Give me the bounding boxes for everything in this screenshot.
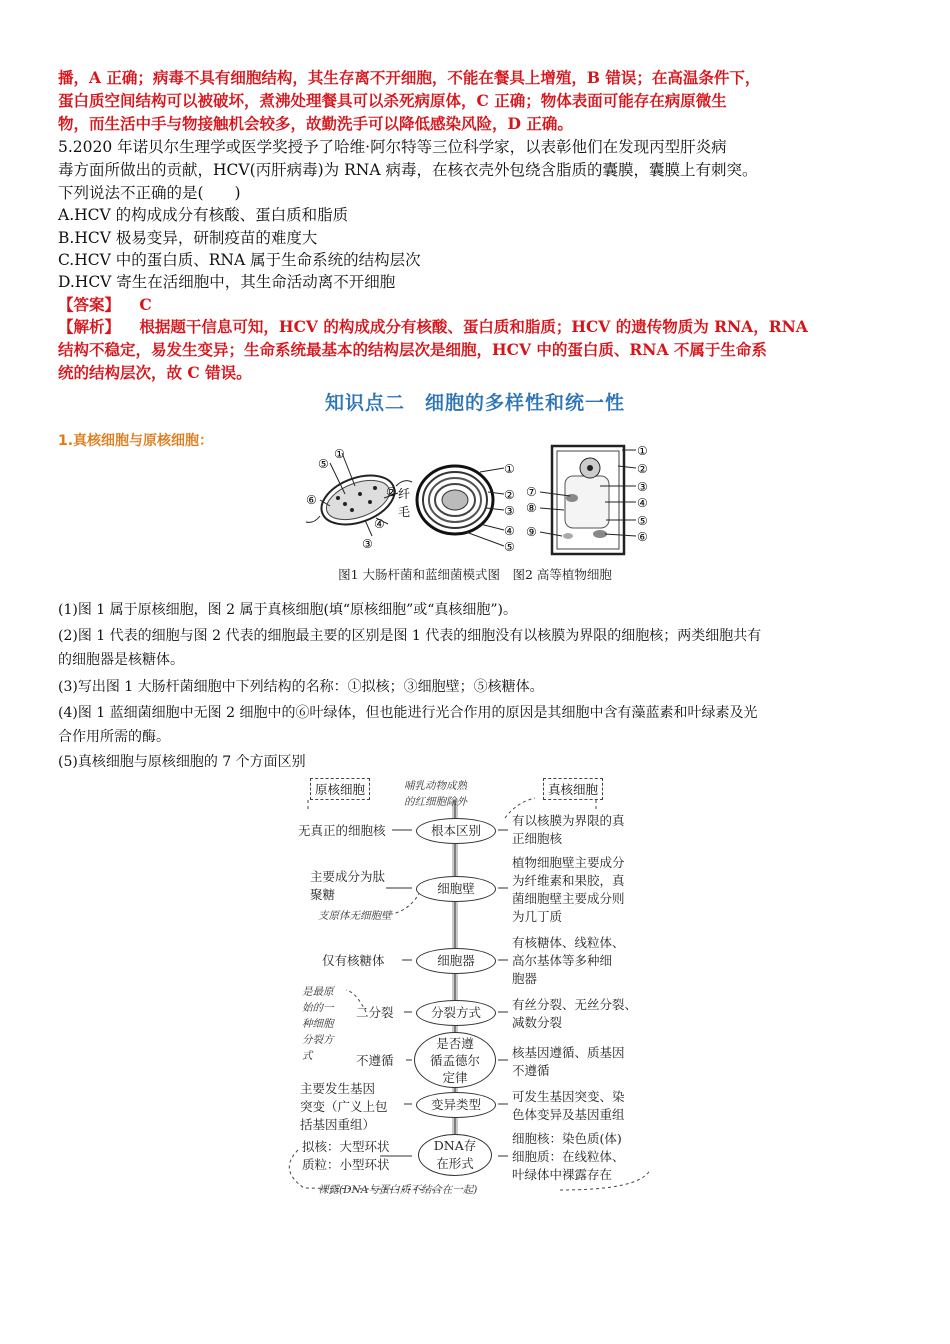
option-c: C.HCV 中的蛋白质、RNA 属于生命系统的结构层次 <box>58 251 421 269</box>
left-r2: 主要成分为肽 <box>310 869 386 884</box>
item-line: (2)图 1 代表的细胞与图 2 代表的细胞最主要的区别是图 1 代表的细胞没有以核膜为界限的细胞核；两类细胞共有 <box>58 628 762 644</box>
option-b: B.HCV 极易变异，研制疫苗的难度大 <box>58 229 318 247</box>
item-line: 合作用所需的酶。 <box>58 729 170 745</box>
right-r2: 为几丁质 <box>512 909 563 924</box>
prokaryote-header: 原核细胞 <box>310 778 370 800</box>
center-node: 细胞壁 <box>416 876 496 902</box>
cyanobacteria-diagram <box>417 462 515 554</box>
handwritten-note: 支原体无细胞壁 <box>318 910 392 922</box>
ecoli-label: ② <box>386 485 397 499</box>
handwritten-note: 裸露(DNA与蛋白质不结合在一起) <box>318 1184 478 1196</box>
ecoli-label: ⑥ <box>306 493 317 507</box>
ecoli-label: ① <box>334 447 345 461</box>
right-r3: 高尔基体等多种细 <box>512 953 613 968</box>
plant-label: ⑤ <box>637 514 648 528</box>
left-r3: 仅有核糖体 <box>322 953 385 968</box>
right-r1: 有以核膜为界限的真 <box>512 813 625 828</box>
cyano-label: ② <box>504 488 515 502</box>
left-r1: 无真正的细胞核 <box>298 823 386 838</box>
center-node: 细胞器 <box>416 948 496 974</box>
plant-label: ⑧ <box>526 501 537 515</box>
item-line: (5)真核细胞与原核细胞的 7 个方面区别 <box>58 754 306 770</box>
subsection-title: 1.真核细胞与原核细胞： <box>58 433 214 449</box>
answer-value: C <box>139 295 152 314</box>
center-node-line: 在形式 <box>436 1156 474 1171</box>
item-line: (3)写出图 1 大肠杆菌细胞中下列结构的名称：①拟核；③细胞壁；⑤核糖体。 <box>58 679 544 695</box>
plant-label: ④ <box>637 496 648 510</box>
ecoli-label: 毛 <box>398 505 411 519</box>
ecoli-label: ③ <box>362 537 373 551</box>
center-node-line: DNA存 <box>433 1138 477 1153</box>
right-r6: 色体变异及基因重组 <box>512 1107 625 1122</box>
right-r5: 不遵循 <box>512 1063 550 1078</box>
cyano-label: ① <box>504 462 515 476</box>
answer-label: 【答案】 <box>58 295 121 314</box>
left-r7: 拟核：大型环状 <box>302 1139 390 1154</box>
center-node <box>414 1032 496 1088</box>
figure-caption: 图1 大肠杆菌和蓝细菌模式图 图2 高等植物细胞 <box>338 567 612 582</box>
right-r7: 细胞核：染色质(体) <box>512 1131 622 1146</box>
analysis-text: 根据题干信息可知，HCV 的构成成分有核酸、蛋白质和脂质；HCV 的遗传物质为 RNA，RNA <box>139 317 808 336</box>
center-node-line: 定律 <box>442 1070 468 1085</box>
ecoli-diagram <box>306 447 412 551</box>
cyano-label: ③ <box>504 504 515 518</box>
plant-label: ② <box>637 462 648 476</box>
cell-figure <box>300 438 660 560</box>
right-r2: 植物细胞壁主要成分 <box>512 855 625 870</box>
answer-text-line: 播，A 正确；病毒不具有细胞结构，其生存离不开细胞，不能在餐具上增殖，B 错误；在高温条件下， <box>58 68 761 87</box>
handwritten-note: 哺乳动物成熟 <box>404 780 467 792</box>
handwritten-note: 是最原 <box>302 986 334 998</box>
center-node: 根本区别 <box>416 818 496 844</box>
question-stem: 下列说法不正确的是( ) <box>58 184 241 202</box>
analysis-text: 结构不稳定，易发生变异；生命系统最基本的结构层次是细胞，HCV 中的蛋白质、RNA 不属于生命系 <box>58 340 767 359</box>
right-r3: 胞器 <box>512 971 538 986</box>
section-title: 知识点二 细胞的多样性和统一性 <box>324 392 625 414</box>
plant-label: ⑦ <box>526 485 537 499</box>
ecoli-label: ⑤ <box>318 457 329 471</box>
right-r5: 核基因遵循、质基因 <box>512 1045 625 1060</box>
handwritten-note: 式 <box>302 1050 313 1062</box>
left-r7: 质粒：小型环状 <box>302 1157 390 1172</box>
plant-label: ⑨ <box>526 525 537 539</box>
option-a: A.HCV 的构成成分有核酸、蛋白质和脂质 <box>58 206 349 224</box>
ecoli-label: ④ <box>374 517 385 531</box>
center-node <box>418 1134 492 1176</box>
item-line: (4)图 1 蓝细菌细胞中无图 2 细胞中的⑥叶绿体，但也能进行光合作用的原因是其细胞中含有藻蓝素和叶绿素及光 <box>58 705 758 721</box>
cyano-label: ⑤ <box>504 540 515 554</box>
center-node-line: 是否遵 <box>436 1036 474 1051</box>
handwritten-note: 始的一 <box>302 1002 334 1014</box>
right-r2: 为纤维素和果胶，真 <box>512 873 625 888</box>
right-r1: 正细胞核 <box>512 831 563 846</box>
left-r4: 二分裂 <box>356 1005 394 1020</box>
item-line: 的细胞器是核糖体。 <box>58 652 184 668</box>
left-r6: 括基因重组） <box>300 1117 376 1132</box>
right-r2: 菌细胞壁主要成分则 <box>512 891 625 906</box>
handwritten-note: 分裂方 <box>302 1034 334 1046</box>
right-r4: 减数分裂 <box>512 1015 563 1030</box>
answer-text-line: 物，而生活中手与物接触机会较多，故勤洗手可以降低感染风险，D 正确。 <box>58 114 573 133</box>
center-node: 变异类型 <box>416 1092 496 1118</box>
center-node: 分裂方式 <box>416 1000 496 1026</box>
right-r4: 有丝分裂、无丝分裂、 <box>512 997 638 1012</box>
answer-text-line: 蛋白质空间结构可以被破坏，煮沸处理餐具可以杀死病原体，C 正确；物体表面可能存在病原微生 <box>58 91 727 110</box>
question-stem: 毒方面所做出的贡献，HCV(丙肝病毒)为 RNA 病毒，在核衣壳外包绕含脂质的囊膜，囊膜上有刺突。 <box>58 161 758 179</box>
handwritten-note: 的红细胞除外 <box>404 796 467 808</box>
left-r5: 不遵循 <box>356 1053 394 1068</box>
question-stem: 5.2020 年诺贝尔生理学或医学奖授予了哈维·阿尔特等三位科学家，以表彰他们在发现丙型肝炎病 <box>58 138 727 156</box>
left-r6: 突变（广义上包 <box>300 1099 388 1114</box>
analysis-text: 统的结构层次，故 C 错误。 <box>58 363 252 382</box>
right-r3: 有核糖体、线粒体、 <box>512 935 625 950</box>
ecoli-label: 纤 <box>398 487 411 501</box>
plant-cell-diagram <box>526 444 648 554</box>
right-r7: 叶绿体中裸露存在 <box>512 1167 613 1182</box>
answer-row <box>58 294 152 316</box>
plant-label: ③ <box>637 480 648 494</box>
left-r2: 聚糖 <box>310 887 336 902</box>
handwritten-note: 种细胞 <box>302 1018 334 1030</box>
plant-label: ① <box>637 444 648 458</box>
left-r6: 主要发生基因 <box>300 1081 376 1096</box>
analysis-label: 【解析】 <box>58 317 121 336</box>
analysis-row <box>58 316 808 338</box>
right-r7: 细胞质：在线粒体、 <box>512 1149 625 1164</box>
right-r6: 可发生基因突变、染 <box>512 1089 625 1104</box>
cyano-label: ④ <box>504 524 515 538</box>
item-line: (1)图 1 属于原核细胞，图 2 属于真核细胞(填“原核细胞”或“真核细胞”)。 <box>58 602 517 618</box>
center-node-line: 循孟德尔 <box>429 1053 480 1068</box>
option-d: D.HCV 寄生在活细胞中，其生命活动离不开细胞 <box>58 273 396 291</box>
plant-label: ⑥ <box>637 530 648 544</box>
eukaryote-header: 真核细胞 <box>543 778 603 800</box>
